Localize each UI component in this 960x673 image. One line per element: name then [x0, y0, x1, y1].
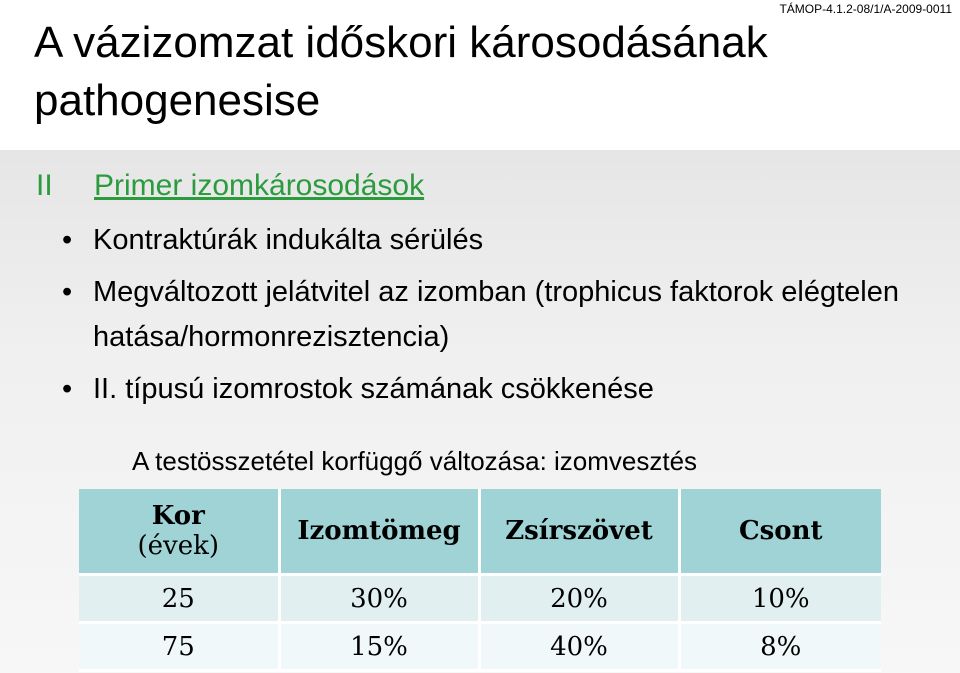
table-caption: A testösszetétel korfüggő változása: izomvesztés [132, 446, 698, 476]
table-row [79, 623, 881, 671]
project-code: TÁMOP-4.1.2-08/1/A-2009-0011 [779, 2, 952, 16]
body-composition-table [79, 489, 881, 672]
table-cell: 8% [679, 623, 881, 671]
bullet-text: II. típusú izomrostok számának csökkenése [93, 373, 654, 405]
table-header-row [79, 489, 881, 575]
bullet-item [62, 270, 942, 360]
bullet-text: Kontraktúrák indukálta sérülés [93, 224, 484, 256]
header-age [79, 489, 279, 575]
bullet-dot-icon: • [62, 276, 73, 308]
header-fat-tissue: Zsírszövet [479, 489, 679, 575]
section-number: II [36, 169, 53, 202]
header-age-unit: (évek) [137, 531, 219, 561]
header-age-label: Kor [151, 501, 205, 531]
table-cell: 40% [479, 623, 679, 671]
bullet-text: Megváltozott jelátvitel az izomban (trophicus faktorok elégtelen hatása/hormonrezisztencia) [93, 276, 899, 353]
header-bone: Csont [679, 489, 881, 575]
header-muscle-mass: Izomtömeg [279, 489, 479, 575]
section-heading [36, 169, 424, 203]
table-cell: 25 [79, 575, 279, 623]
table-cell: 10% [679, 575, 881, 623]
bullet-item [62, 218, 942, 263]
bullet-item [62, 367, 942, 412]
slide-title: A vázizomzat időskori károsodásának pathogenesise [34, 18, 768, 125]
table-cell: 15% [279, 623, 479, 671]
title-area [0, 0, 960, 150]
table-cell: 75 [79, 623, 279, 671]
table-row [79, 575, 881, 623]
bullet-list [62, 218, 942, 419]
bullet-dot-icon: • [62, 373, 73, 405]
section-heading-text: Primer izomkárosodások [94, 169, 425, 202]
table-cell: 30% [279, 575, 479, 623]
table-cell: 20% [479, 575, 679, 623]
bullet-dot-icon: • [62, 224, 73, 256]
